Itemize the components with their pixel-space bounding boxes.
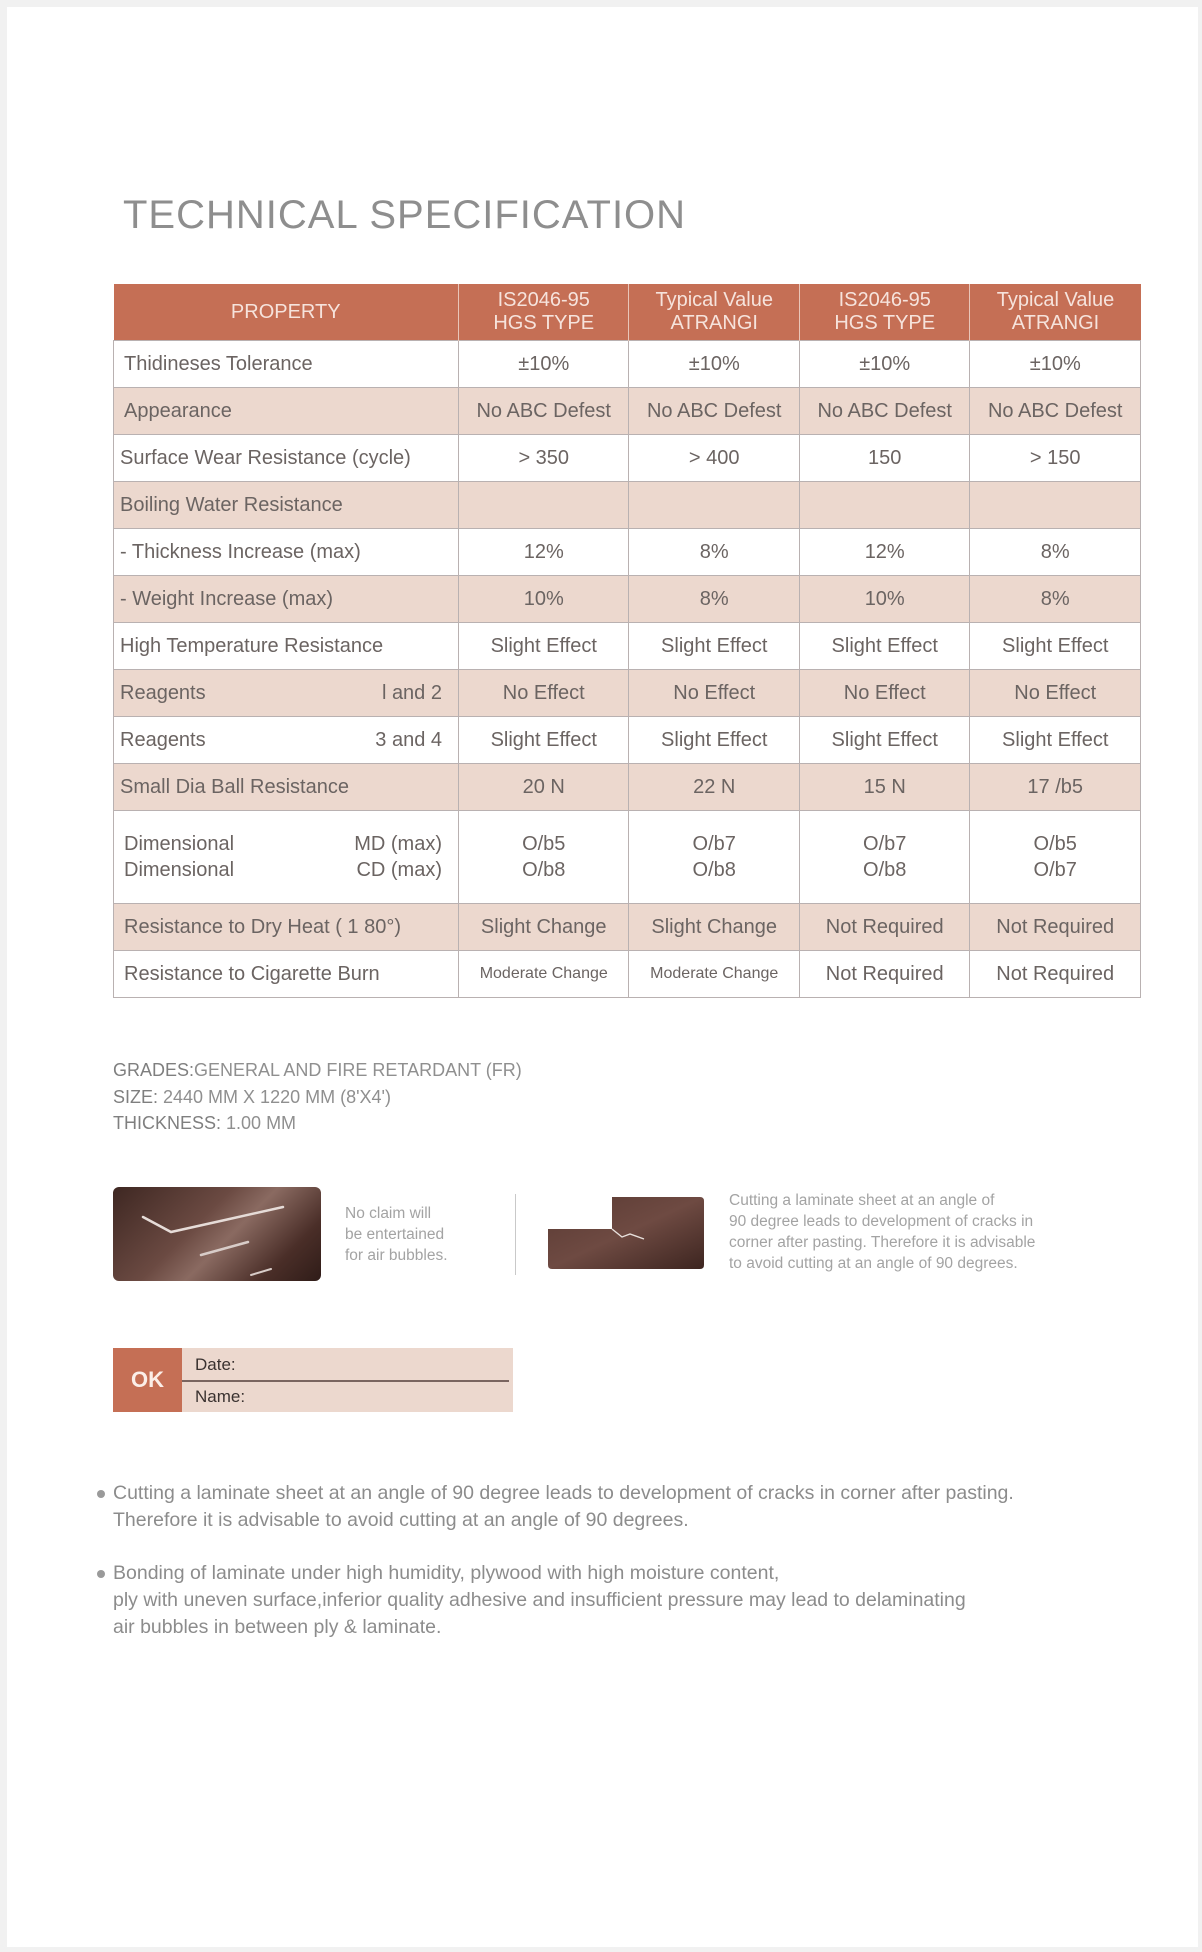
property-cell (114, 717, 459, 764)
value-cell: No ABC Defest (629, 388, 799, 435)
property-qualifier: 3 and 4 (375, 728, 442, 751)
value-cell: > 350 (459, 435, 629, 482)
value-cell (629, 482, 799, 529)
property-label: Reagents (120, 728, 206, 751)
bullet-icon (97, 1570, 105, 1578)
property-cell: - Thickness Increase (max) (114, 529, 459, 576)
value-cell: ±10% (629, 341, 799, 388)
size-line: SIZE: 2440 MM X 1220 MM (8'X4') (113, 1086, 391, 1107)
table-row (114, 388, 1141, 435)
divider (515, 1194, 516, 1275)
property-cell: High Temperature Resistance (114, 623, 459, 670)
value-cell: 8% (970, 576, 1141, 623)
value-cell: Moderate Change (629, 951, 799, 998)
property-qualifier: MD (max) (354, 833, 442, 855)
value-cell: Not Required (970, 904, 1141, 951)
header-col-2: Typical Value ATRANGI (629, 284, 799, 341)
table-row (114, 623, 1141, 670)
value-cell: No Effect (970, 670, 1141, 717)
value-cell: Not Required (799, 904, 969, 951)
value-cell: No ABC Defest (459, 388, 629, 435)
value-cell: Slight Effect (629, 623, 799, 670)
value-cell: No Effect (629, 670, 799, 717)
value-cell (459, 482, 629, 529)
value-cell: Slight Change (459, 904, 629, 951)
value-cell: No ABC Defest (799, 388, 969, 435)
ok-badge: OK (113, 1348, 182, 1412)
notes-list (97, 1480, 1157, 1667)
value-cell: 15 N (799, 764, 969, 811)
value-cell: Not Required (799, 951, 969, 998)
value-cell: 8% (629, 529, 799, 576)
header-property: PROPERTY (114, 284, 459, 341)
table-header-row (114, 284, 1141, 341)
value-cell: No Effect (799, 670, 969, 717)
page (7, 7, 1198, 1947)
header-col-3: IS2046-95 HGS TYPE (799, 284, 969, 341)
air-bubble-photo (113, 1187, 321, 1281)
table-row (114, 904, 1141, 951)
value-cell: O/b7 O/b8 (629, 811, 799, 904)
value-cell: > 150 (970, 435, 1141, 482)
divider (182, 1380, 509, 1382)
value-cell: 8% (629, 576, 799, 623)
property-qualifier: CD (max) (356, 859, 442, 881)
value-cell: 22 N (629, 764, 799, 811)
value-cell: Slight Effect (799, 623, 969, 670)
table-row (114, 670, 1141, 717)
property-cell: Small Dia Ball Resistance (114, 764, 459, 811)
property-label: Reagents (120, 681, 206, 704)
value-cell: 12% (799, 529, 969, 576)
property-label: Dimensional (124, 859, 235, 881)
value-cell (799, 482, 969, 529)
value-cell: Slight Change (629, 904, 799, 951)
spec-table (113, 284, 1141, 998)
value-cell: Slight Effect (459, 717, 629, 764)
list-item: Cutting a laminate sheet at an angle of 90 degree leads to development of cracks in corner after pasting. Therefore it is advisable to avoid cutting at an angle of 90 degrees. (97, 1480, 1157, 1534)
property-label: Dimensional (124, 833, 235, 855)
list-item: Bonding of laminate under high humidity, plywood with high moisture content, ply with uneven surface,inferior quality adhesive and insufficient pressure may lead to delaminating air bubbles in between ply & laminate. (97, 1560, 1157, 1641)
table-row (114, 482, 1141, 529)
value-cell: O/b7 O/b8 (799, 811, 969, 904)
header-col-1: IS2046-95 HGS TYPE (459, 284, 629, 341)
value-cell: 17 /b5 (970, 764, 1141, 811)
table-row (114, 576, 1141, 623)
value-cell: Slight Effect (799, 717, 969, 764)
corner-crack-photo (548, 1197, 704, 1269)
value-cell: Moderate Change (459, 951, 629, 998)
property-cell: Resistance to Dry Heat ( 1 80°) (114, 904, 459, 951)
property-cell: Appearance (114, 388, 459, 435)
air-bubble-streaks-icon (113, 1187, 321, 1281)
value-cell: 12% (459, 529, 629, 576)
property-cell: Boiling Water Resistance (114, 482, 459, 529)
property-cell: Surface Wear Resistance (cycle) (114, 435, 459, 482)
value-cell: 150 (799, 435, 969, 482)
table-row (114, 529, 1141, 576)
value-cell: No Effect (459, 670, 629, 717)
property-cell (114, 811, 459, 904)
air-bubble-note: No claim will be entertained for air bubbles. (345, 1205, 448, 1264)
date-field[interactable]: Date: (195, 1355, 236, 1374)
table-row (114, 717, 1141, 764)
value-cell: ±10% (459, 341, 629, 388)
property-cell: Resistance to Cigarette Burn (114, 951, 459, 998)
value-cell (970, 482, 1141, 529)
grades-info (113, 1057, 522, 1137)
property-cell: - Weight Increase (max) (114, 576, 459, 623)
value-cell: 10% (799, 576, 969, 623)
value-cell: O/b5 O/b7 (970, 811, 1141, 904)
value-cell: ±10% (799, 341, 969, 388)
value-cell: Slight Effect (970, 717, 1141, 764)
value-cell: 20 N (459, 764, 629, 811)
approval-box (113, 1348, 513, 1412)
table-row (114, 811, 1141, 904)
page-title: TECHNICAL SPECIFICATION (123, 193, 687, 237)
table-row (114, 341, 1141, 388)
bullet-icon (97, 1490, 105, 1498)
value-cell: Slight Effect (629, 717, 799, 764)
value-cell: Slight Effect (459, 623, 629, 670)
value-cell: > 400 (629, 435, 799, 482)
property-cell: Thidineses Tolerance (114, 341, 459, 388)
header-col-4: Typical Value ATRANGI (970, 284, 1141, 341)
thickness-line: THICKNESS: 1.00 MM (113, 1113, 297, 1133)
value-cell: O/b5 O/b8 (459, 811, 629, 904)
value-cell: 10% (459, 576, 629, 623)
property-qualifier: l and 2 (381, 681, 442, 704)
table-row (114, 764, 1141, 811)
value-cell: Not Required (970, 951, 1141, 998)
table-row (114, 435, 1141, 482)
table-row (114, 951, 1141, 998)
cutting-note: Cutting a laminate sheet at an angle of 90 degree leads to development of cracks in corner after pasting. Therefore it is advisable to avoid cutting at an angle of 90 degrees. (729, 1192, 1036, 1272)
value-cell: No ABC Defest (970, 388, 1141, 435)
value-cell: Slight Effect (970, 623, 1141, 670)
value-cell: ±10% (970, 341, 1141, 388)
name-field[interactable]: Name: (195, 1387, 246, 1406)
grades-line: GRADES:GENERAL AND FIRE RETARDANT (FR) (113, 1060, 522, 1080)
property-cell (114, 670, 459, 717)
value-cell: 8% (970, 529, 1141, 576)
